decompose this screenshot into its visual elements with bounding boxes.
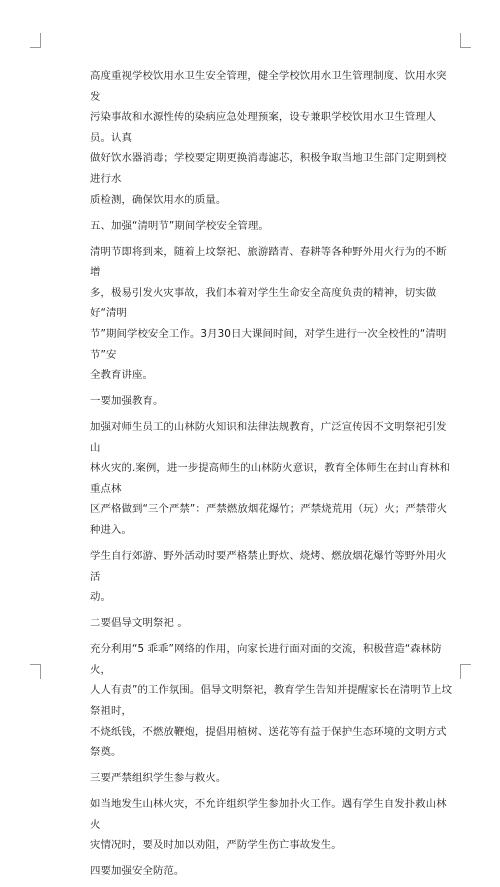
text-line: 清明节即将到来，随着上坟祭祀、旅游踏青、春耕等各种野外用火行为的不断增 [90,245,447,279]
text-line: 不烧纸钱，不燃放鞭炮，提倡用植树、送花等有益于保护生态环境的文明方式祭奠。 [90,725,447,759]
subheading-civilized-worship [90,613,455,634]
paragraph-outdoor-activities [90,546,455,608]
paragraph-no-firefighting [90,794,455,856]
text-line: 一要加强教育。 [90,395,164,408]
text-line: 节”期间学校安全工作。3月30日大课间时间，对学生进行一次全校性的“清明节”安 [90,327,447,361]
subheading-safety-prevention [90,861,455,882]
document-body [90,66,455,887]
paragraph-fire-education [90,417,455,541]
paragraph-water-safety [90,66,455,210]
text-line: 三要严禁组织学生参与救火。 [90,772,227,785]
corner-mark-bottom-left [30,664,41,679]
subheading-no-firefighting [90,768,455,789]
text-line: 灾情况时，要及时加以劝阻，严防学生伤亡事故发生。 [90,839,342,852]
text-line: 做好饮水器消毒；学校要定期更换消毒滤芯，积极争取当地卫生部门定期到校进行水 [90,152,447,185]
paragraph-qingming-intro [90,242,455,386]
text-line: 二要倡导文明祭祀 。 [90,617,188,630]
text-line: 四要加强安全防范。 [90,865,185,878]
text-line: 多，极易引发火灾事故，我们本着对学生生命安全高度负责的精神，切实做好“清明 [90,286,437,320]
corner-mark-top-left [30,33,41,48]
text-line: 加强对师生员工的山林防火知识和法律法规教育，广泛宣传因不文明祭祀引发山 [90,421,447,454]
section-heading-qingming [90,216,455,237]
corner-mark-bottom-right [460,664,471,679]
text-line: 高度重视学校饮用水卫生安全管理，健全学校饮用水卫生管理制度、饮用水突发 [90,70,447,103]
text-line: 如当地发生山林火灾，不允许组织学生参加扑火工作。遇有学生自发扑救山林火 [90,798,447,831]
corner-mark-top-right [460,33,471,48]
text-line: 全教育讲座。 [90,369,153,382]
text-line: 林火灾的.案例，进一步提高师生的山林防火意识，教育全体师生在封山育林和重点林 [90,462,451,495]
text-line: 污染事故和水源性传的染病应急处理预案，设专兼职学校饮用水卫生管理人员。认真 [90,111,437,144]
subheading-education [90,391,455,412]
text-line: 充分利用“5 乖乖”网络的作用，向家长进行面对面的交流，积极营造“森林防火， [90,643,442,676]
text-line: 区严格做到“三个严禁”：严禁燃放烟花爆竹；严禁烧荒用（玩）火；严禁带火种进入。 [90,503,448,537]
text-line: 动。 [90,591,111,604]
text-line: 学生自行郊游、野外活动时要严格禁止野炊、烧烤、燃放烟花爆竹等野外用火活 [90,550,447,583]
text-line: 人人有责”的工作氛围。倡导文明祭祀，教育学生告知并提醒家长在清明节上坟祭祖时， [90,684,453,717]
text-line: 质检测，确保饮用水的质量。 [90,193,227,206]
text-line: 五、加强“清明节”期间学校安全管理。 [90,219,269,232]
paragraph-civilized-worship [90,639,455,763]
